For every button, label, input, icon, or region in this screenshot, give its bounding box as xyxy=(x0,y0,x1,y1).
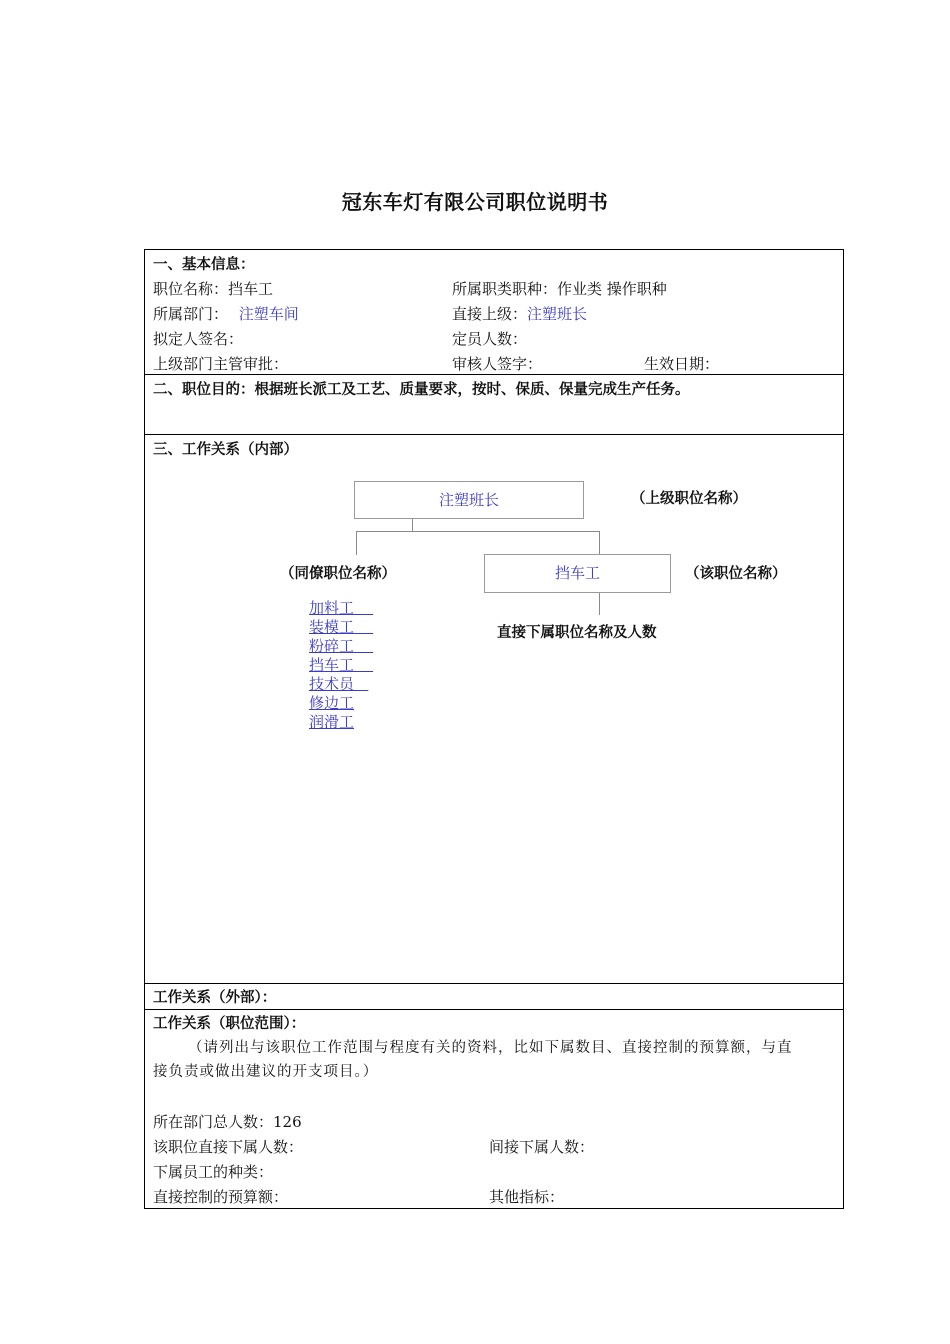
other-indicators-field: 其他指标： xyxy=(489,1188,565,1206)
superior-position-note: （上级职位名称） xyxy=(631,491,747,507)
indirect-subordinates-field: 间接下属人数： xyxy=(489,1138,595,1156)
peer-position-note: （同僚职位名称） xyxy=(280,566,396,582)
superior-approval-field: 上级部门主管审批： xyxy=(153,355,289,373)
org-connector-line xyxy=(412,519,413,531)
drafter-signature-field: 拟定人签名： xyxy=(153,330,244,348)
peer-position-link[interactable]: 修边工 xyxy=(309,694,355,712)
org-connector-line xyxy=(356,531,599,532)
current-position-note: （该职位名称） xyxy=(685,566,787,582)
org-connector-line xyxy=(599,593,600,615)
direct-superior-label: 直接上级： xyxy=(452,305,528,323)
peer-position-link[interactable]: 技术员 xyxy=(309,675,369,693)
external-relations-heading: 工作关系（外部）： xyxy=(153,990,277,1006)
department-value: 注塑车间 xyxy=(238,305,299,323)
scope-instruction-line1: （请列出与该职位工作范围与程度有关的资料，比如下属数目、直接控制的预算额，与直 xyxy=(188,1040,793,1056)
peer-position-link[interactable]: 加料工 xyxy=(309,599,374,617)
department-total-field: 所在部门总人数：126 xyxy=(153,1113,302,1131)
subordinate-types-field: 下属员工的种类： xyxy=(153,1163,274,1181)
org-connector-line xyxy=(599,531,600,554)
subordinate-position-note: 直接下属职位名称及人数 xyxy=(497,625,657,641)
divider xyxy=(145,434,843,435)
direct-superior-value: 注塑班长 xyxy=(527,305,588,323)
direct-superior-field xyxy=(452,304,587,324)
divider xyxy=(145,983,843,984)
effective-date-field: 生效日期： xyxy=(644,355,720,373)
current-position-box: 挡车工 xyxy=(484,554,671,593)
position-name-field xyxy=(153,279,273,299)
department-field xyxy=(153,304,299,324)
budget-field: 直接控制的预算额： xyxy=(153,1188,289,1206)
job-description-table xyxy=(144,249,844,1209)
scope-instruction-line2: 接负责或做出建议的开支项目。） xyxy=(153,1064,379,1080)
superior-position-box: 注塑班长 xyxy=(354,481,584,519)
headcount-field: 定员人数： xyxy=(452,330,528,348)
document-title: 冠东车灯有限公司职位说明书 xyxy=(341,190,609,214)
org-connector-line xyxy=(356,531,357,555)
job-category-field: 所属职类职种：作业类 操作职种 xyxy=(452,280,667,298)
divider xyxy=(145,1009,843,1010)
divider xyxy=(145,374,843,375)
reviewer-signature-field: 审核人签字： xyxy=(452,355,543,373)
position-name-label: 职位名称： xyxy=(153,280,229,298)
internal-relations-heading: 三、工作关系（内部） xyxy=(153,442,298,458)
peer-position-link[interactable]: 粉碎工 xyxy=(309,637,374,655)
job-purpose-text: 二、职位目的：根据班长派工及工艺、质量要求，按时、保质、保量完成生产任务。 xyxy=(153,382,690,398)
peer-position-link[interactable]: 润滑工 xyxy=(309,713,355,731)
position-scope-heading: 工作关系（职位范围）： xyxy=(153,1016,306,1032)
position-name-value: 挡车工 xyxy=(228,280,274,298)
peer-position-link[interactable]: 装模工 xyxy=(309,618,374,636)
section-basic-info-heading: 一、基本信息： xyxy=(153,257,255,273)
peer-position-link[interactable]: 挡车工 xyxy=(309,656,374,674)
direct-subordinates-field: 该职位直接下属人数： xyxy=(153,1138,304,1156)
department-label: 所属部门： xyxy=(153,305,229,323)
